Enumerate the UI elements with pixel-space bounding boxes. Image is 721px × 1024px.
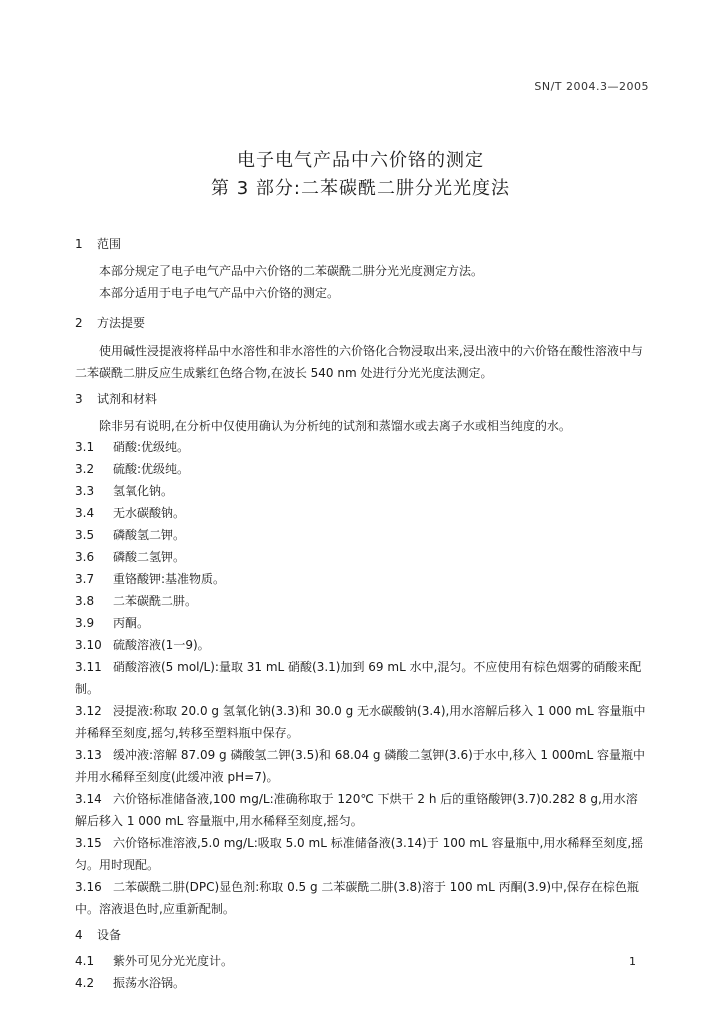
item-text: 振荡水浴锅。 — [113, 976, 186, 990]
list-item — [75, 700, 649, 744]
item-text: 二苯碳酰二肼。 — [113, 594, 198, 608]
section-title: 范围 — [97, 237, 122, 251]
list-item — [75, 568, 649, 590]
item-number: 4.2 — [75, 976, 95, 990]
list-item — [75, 458, 649, 480]
list-item — [75, 546, 649, 568]
item-text: 磷酸氢二钾。 — [113, 528, 186, 542]
item-number: 3.9 — [75, 616, 95, 630]
item-number: 3.16 — [75, 880, 102, 894]
list-item — [75, 744, 649, 788]
page-number: 1 — [629, 955, 636, 968]
item-number: 3.5 — [75, 528, 95, 542]
section-heading-2 — [75, 314, 145, 331]
item-number: 3.4 — [75, 506, 95, 520]
section-title: 试剂和材料 — [97, 392, 158, 406]
item-number: 3.14 — [75, 792, 102, 806]
item-number: 3.13 — [75, 748, 102, 762]
item-text: 磷酸二氢钾。 — [113, 550, 186, 564]
paragraph: 本部分适用于电子电气产品中六价铬的测定。 — [99, 286, 340, 300]
item-text: 重铬酸钾:基准物质。 — [113, 572, 226, 586]
list-item — [75, 832, 649, 876]
item-number: 3.2 — [75, 462, 95, 476]
document-subtitle: 第 3 部分:二苯碳酰二肼分光光度法 — [211, 178, 510, 199]
item-text: 氢氧化钠。 — [113, 484, 174, 498]
section-heading-1 — [75, 235, 121, 252]
item-number: 3.12 — [75, 704, 102, 718]
item-number: 3.3 — [75, 484, 95, 498]
item-number: 4.1 — [75, 954, 95, 968]
item-text: 硫酸:优级纯。 — [113, 462, 190, 476]
paragraph: 使用碱性浸提液将样品中水溶性和非水溶性的六价铬化合物浸取出来,浸出液中的六价铬在酸性溶液中与二苯碳酰二肼反应生成紫红色络合物,在波长 540 nm 处进行分光光度法测定。 — [75, 344, 643, 380]
item-text: 无水碳酸钠。 — [113, 506, 186, 520]
item-number: 3.1 — [75, 440, 95, 454]
item-number: 3.11 — [75, 660, 102, 674]
item-number: 3.6 — [75, 550, 95, 564]
section-number: 2 — [75, 316, 83, 330]
paragraph: 除非另有说明,在分析中仅使用确认为分析纯的试剂和蒸馏水或去离子水或相当纯度的水。 — [99, 419, 571, 433]
paragraph: 本部分规定了电子电气产品中六价铬的二苯碳酰二肼分光光度测定方法。 — [99, 264, 484, 278]
item-text: 硝酸溶液(5 mol/L):量取 31 mL 硝酸(3.1)加到 69 mL 水中,混匀。不应使用有棕色烟雾的硝酸来配制。 — [75, 660, 642, 696]
list-item — [75, 502, 649, 524]
list-item — [75, 788, 649, 832]
section-heading-4 — [75, 926, 121, 943]
item-text: 硫酸溶液(1一9)。 — [113, 638, 210, 652]
item-number: 3.15 — [75, 836, 102, 850]
item-text: 硝酸:优级纯。 — [113, 440, 190, 454]
list-item — [75, 436, 649, 458]
list-item — [75, 634, 649, 656]
item-number: 3.10 — [75, 638, 102, 652]
document-title: 电子电气产品中六价铬的测定 — [237, 150, 484, 171]
section-heading-3 — [75, 390, 157, 407]
item-text: 二苯碳酰二肼(DPC)显色剂:称取 0.5 g 二苯碳酰二肼(3.8)溶于 100 mL 丙酮(3.9)中,保存在棕色瓶中。溶液退色时,应重新配制。 — [75, 880, 639, 916]
standard-code: SN/T 2004.3—2005 — [534, 80, 649, 93]
section-number: 3 — [75, 392, 83, 406]
list-item — [75, 972, 649, 994]
item-text: 丙酮。 — [113, 616, 150, 630]
list-item — [75, 524, 649, 546]
list-item — [75, 480, 649, 502]
item-text: 六价铬标准溶液,5.0 mg/L:吸取 5.0 mL 标准储备液(3.14)于 100 mL 容量瓶中,用水稀释至刻度,摇匀。用时现配。 — [75, 836, 644, 872]
section-number: 1 — [75, 237, 83, 251]
item-text: 浸提液:称取 20.0 g 氢氧化钠(3.3)和 30.0 g 无水碳酸钠(3.4),用水溶解后移入 1 000 mL 容量瓶中并稀释至刻度,摇匀,转移至塑料瓶中保存。 — [75, 704, 646, 740]
list-item — [75, 950, 649, 972]
item-number: 3.7 — [75, 572, 95, 586]
item-text: 紫外可见分光光度计。 — [113, 954, 234, 968]
item-number: 3.8 — [75, 594, 95, 608]
list-item — [75, 590, 649, 612]
section-title: 方法提要 — [97, 316, 146, 330]
item-text: 六价铬标准储备液,100 mg/L:准确称取于 120℃ 下烘干 2 h 后的重铬酸钾(3.7)0.282 8 g,用水溶解后移入 1 000 mL 容量瓶中,用水稀释至刻度,摇匀。 — [75, 792, 638, 828]
item-text: 缓冲液:溶解 87.09 g 磷酸氢二钾(3.5)和 68.04 g 磷酸二氢钾(3.6)于水中,移入 1 000mL 容量瓶中并用水稀释至刻度(此缓冲液 pH=7)。 — [75, 748, 645, 784]
section-title: 设备 — [97, 928, 122, 942]
list-item — [75, 612, 649, 634]
list-item — [75, 876, 649, 920]
list-item — [75, 656, 649, 700]
section-number: 4 — [75, 928, 83, 942]
